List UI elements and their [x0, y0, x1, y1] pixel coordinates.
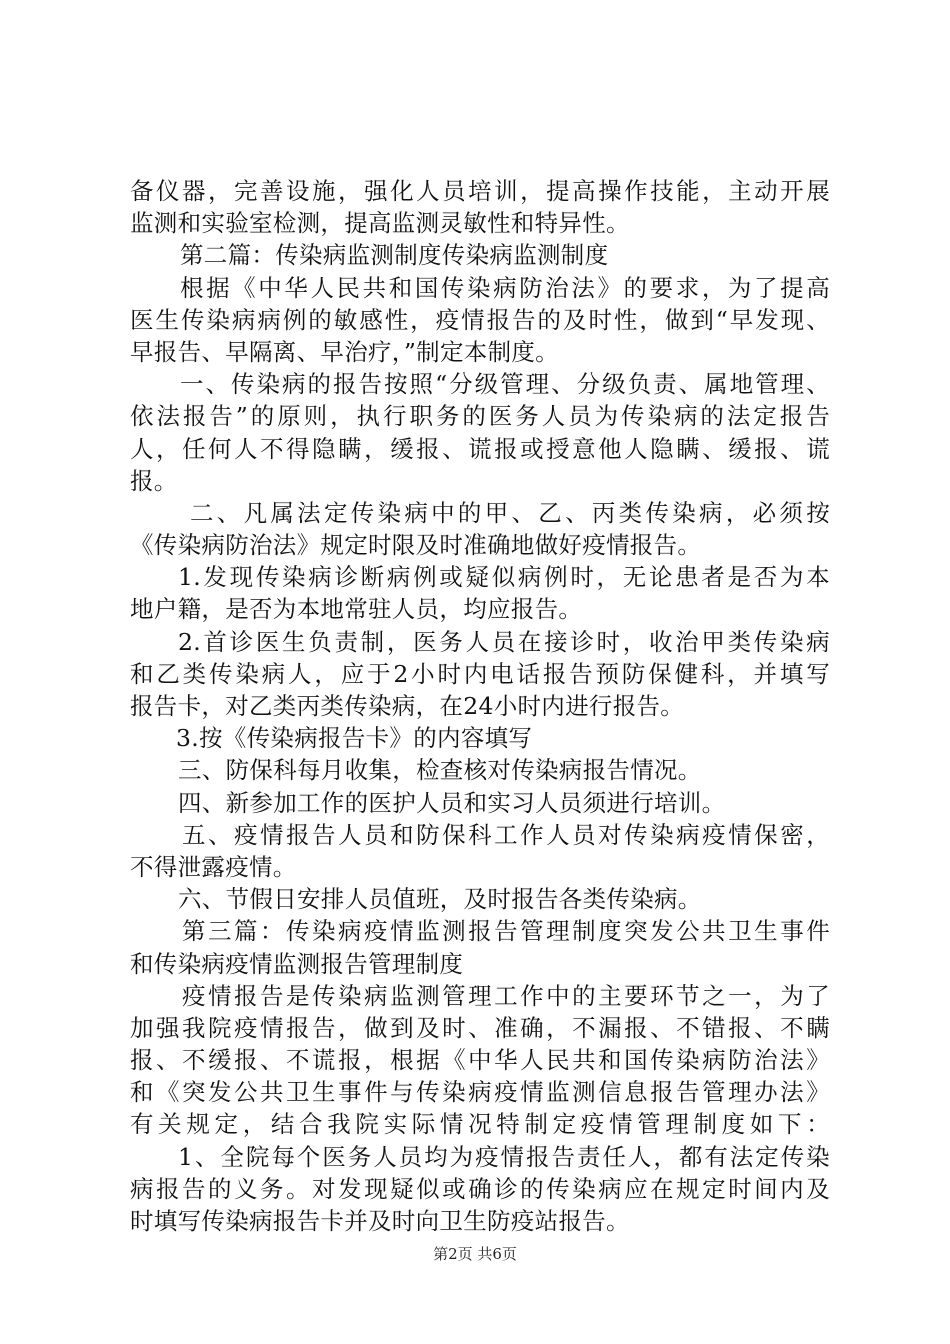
page-footer: 第2页 共6页	[433, 1245, 517, 1263]
text-line: 疫情报告是传染病监测管理工作中的主要环节之一，为了	[182, 981, 830, 1010]
text-line: 和传染病疫情监测报告管理制度	[130, 949, 464, 978]
text-line: 加强我院疫情报告，做到及时、准确，不漏报、不错报、不瞒	[130, 1013, 830, 1042]
text-line: 时填写传染病报告卡并及时向卫生防疫站报告。	[130, 1207, 630, 1235]
text-line: 1.发现传染病诊断病例或疑似病例时，无论患者是否为本	[178, 563, 830, 592]
text-line: 根据《中华人民共和国传染病防治法》的要求，为了提高	[180, 273, 830, 302]
text-line: 病报告的义务。对发现疑似或确诊的传染病应在规定时间内及	[130, 1174, 830, 1203]
text-line: 三、防保科每月收集，检查核对传染病报告情况。	[178, 756, 702, 785]
text-line: 人，任何人不得隐瞒，缓报、谎报或授意他人隐瞒、缓报、谎	[130, 434, 830, 463]
text-line: 医生传染病病例的敏感性，疫情报告的及时性，做到“早发现、	[130, 305, 830, 334]
text-line: 和《突发公共卫生事件与传染病疫情监测信息报告管理办法》	[130, 1078, 830, 1107]
text-line: 报告卡，对乙类丙类传染病，在24小时内进行报告。	[130, 692, 685, 720]
text-line: 第二篇：传染病监测制度传染病监测制度	[180, 241, 609, 270]
text-line: 六、节假日安排人员值班，及时报告各类传染病。	[178, 885, 702, 914]
text-line: 早报告、早隔离、早治疗，”制定本制度。	[130, 337, 559, 366]
text-line: 五、疫情报告人员和防保科工作人员对传染病疫情保密，	[182, 820, 830, 849]
text-line: 3.按《传染病报告卡》的内容填写	[176, 724, 533, 753]
text-line: 地户籍，是否为本地常驻人员，均应报告。	[130, 595, 583, 624]
text-line: 一、传染病的报告按照“分级管理、分级负责、属地管理、	[180, 370, 830, 399]
text-line: 二、凡属法定传染病中的甲、乙、丙类传染病，必须按	[190, 498, 830, 527]
document-body	[130, 175, 830, 1237]
text-line: 不得泄露疫情。	[130, 852, 297, 881]
text-line: 报。	[130, 466, 178, 495]
text-line: 和乙类传染病人，应于2小时内电话报告预防保健科，并填写	[130, 659, 830, 688]
text-line: 1、全院每个医务人员均为疫情报告责任人，都有法定传染	[178, 1142, 830, 1171]
text-line: 第三篇：传染病疫情监测报告管理制度突发公共卫生事件	[182, 917, 830, 946]
text-line: 监测和实验室检测，提高监测灵敏性和特异性。	[130, 209, 630, 238]
text-line: 2.首诊医生负责制，医务人员在接诊时，收治甲类传染病	[178, 627, 830, 656]
text-line: 报、不缓报、不谎报，根据《中华人民共和国传染病防治法》	[130, 1046, 830, 1075]
text-line: 《传染病防治法》规定时限及时准确地做好疫情报告。	[130, 531, 702, 560]
text-line: 备仪器，完善设施，强化人员培训，提高操作技能，主动开展	[130, 177, 830, 205]
text-line: 依法报告”的原则，执行职务的医务人员为传染病的法定报告	[130, 402, 830, 431]
text-line: 四、新参加工作的医护人员和实习人员须进行培训。	[178, 788, 726, 817]
text-line: 有关规定，结合我院实际情况特制定疫情管理制度如下：	[130, 1110, 830, 1139]
